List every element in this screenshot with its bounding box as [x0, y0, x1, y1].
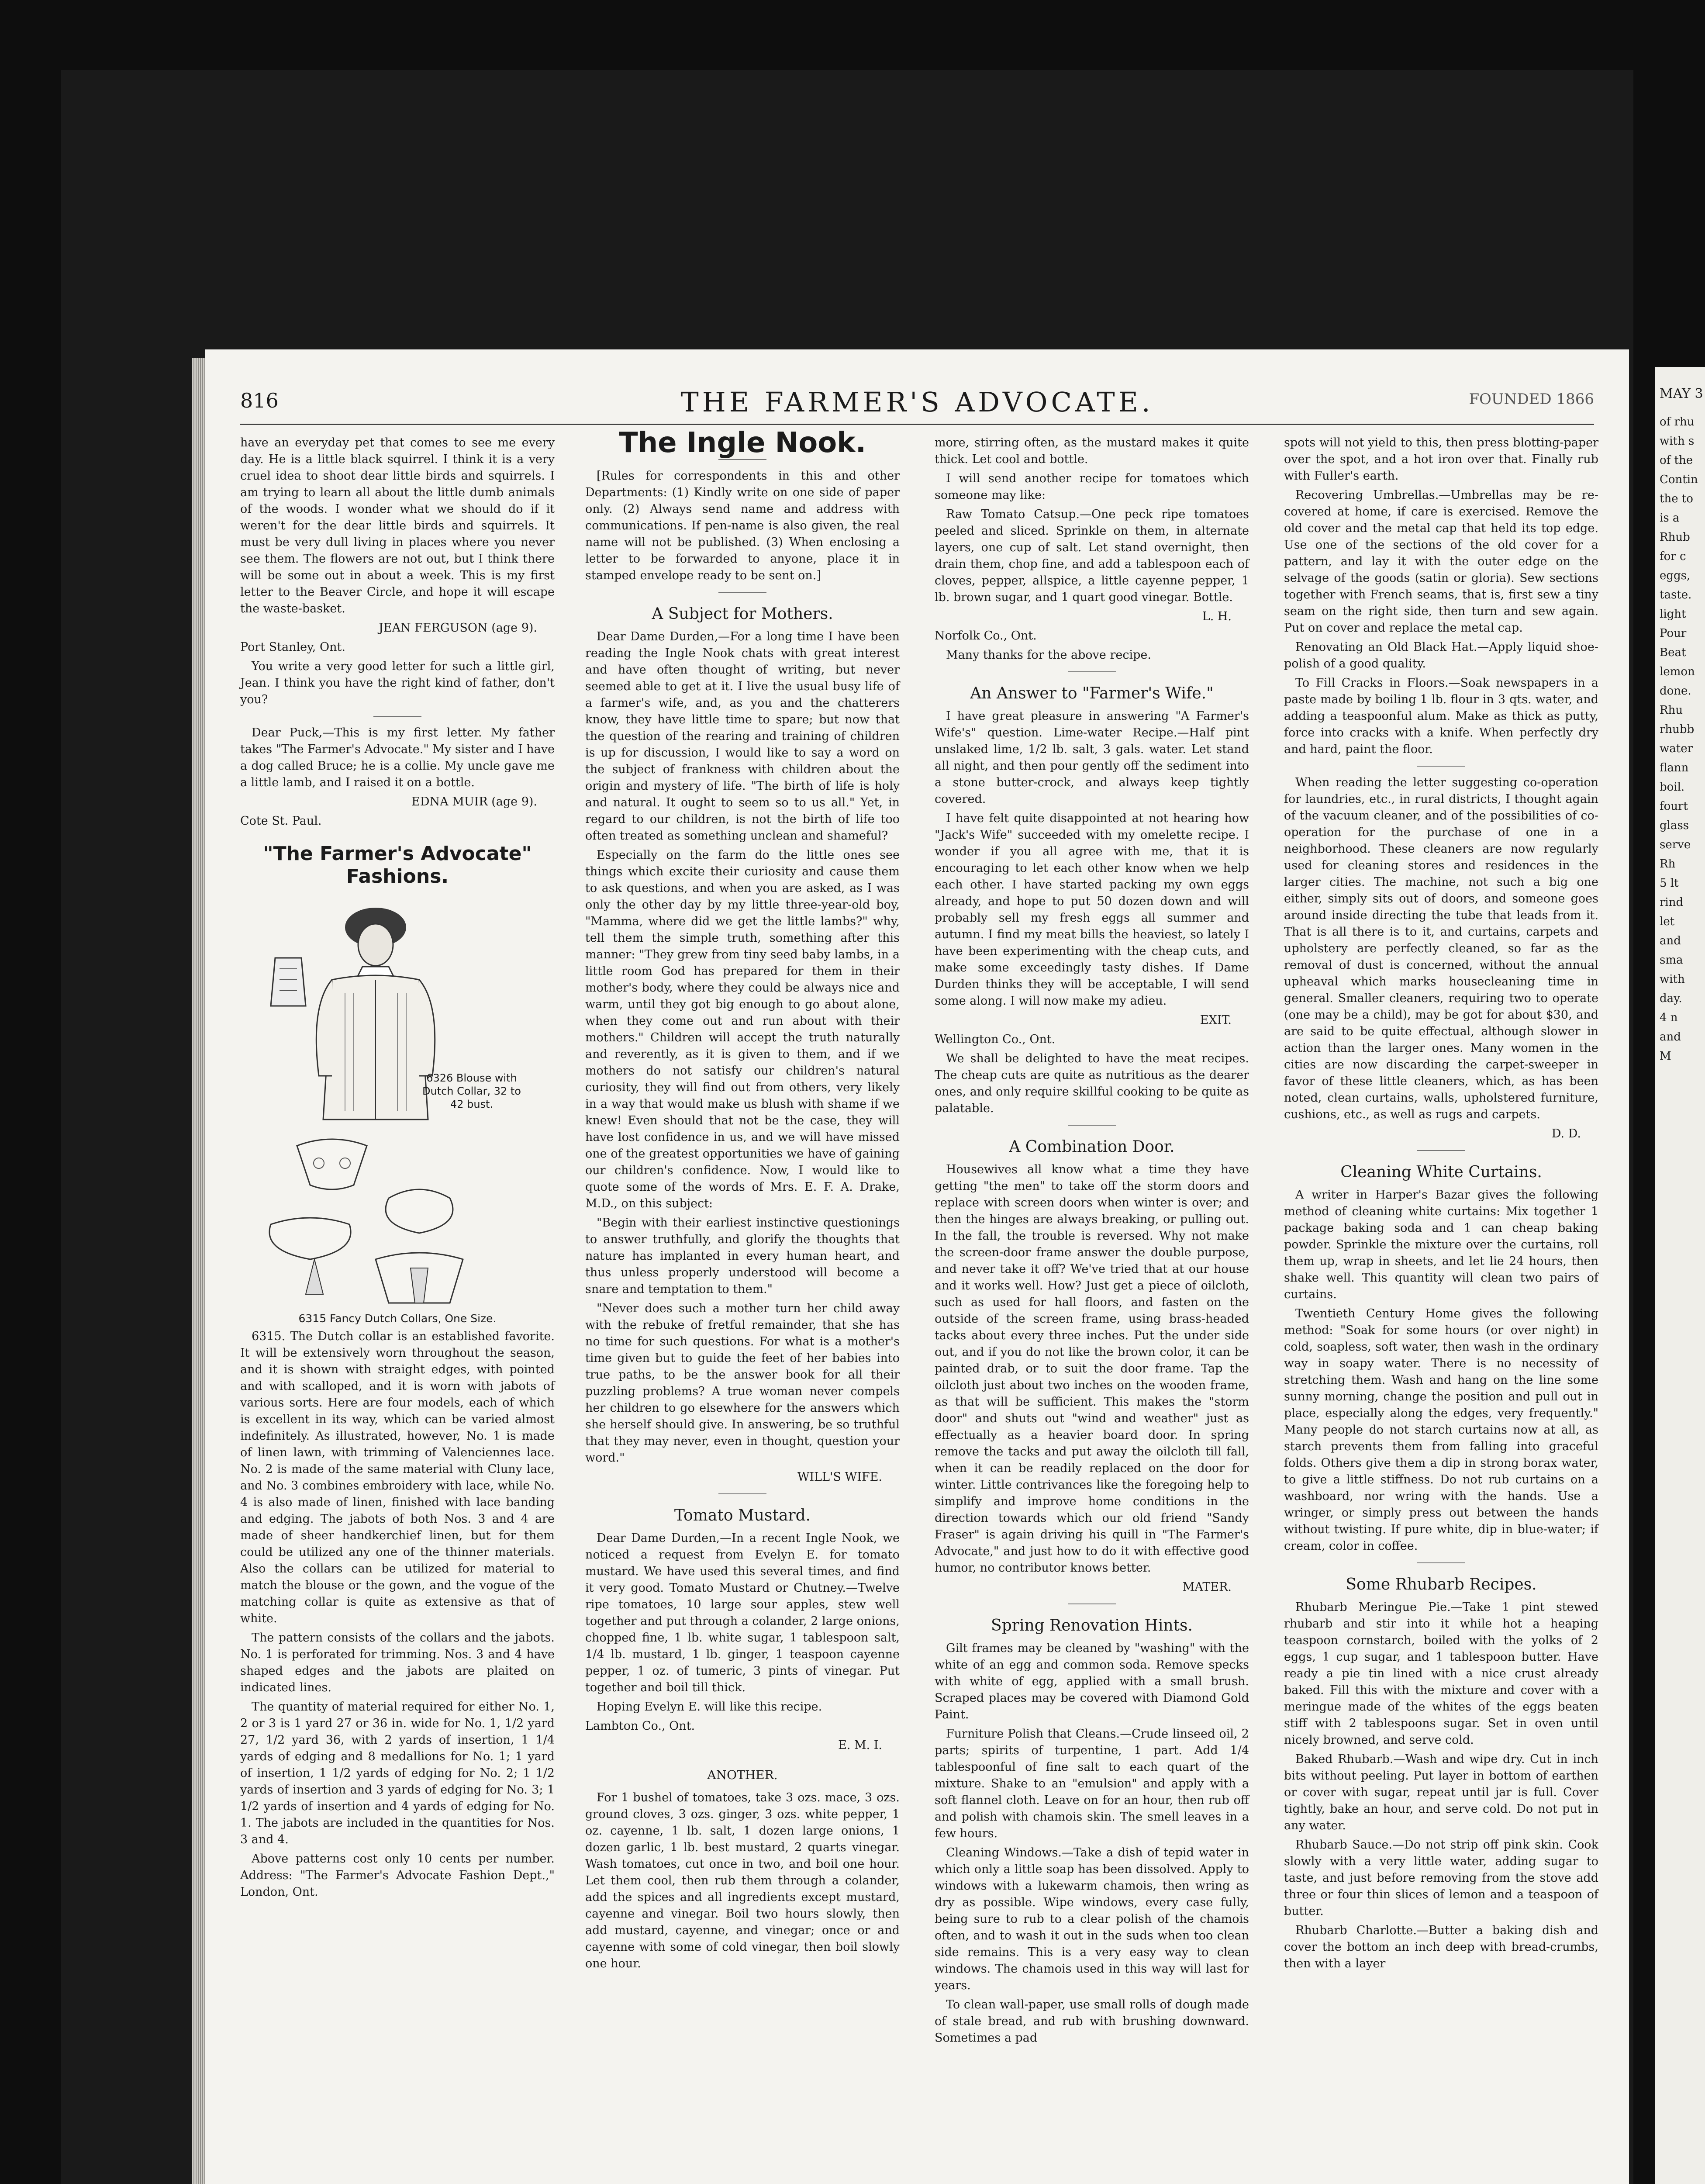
adjacent-page-line: boil.: [1660, 781, 1685, 794]
divider: [718, 592, 766, 593]
divider: [373, 716, 421, 717]
article-heading: A Subject for Mothers.: [652, 605, 833, 623]
article-heading: Cleaning White Curtains.: [1340, 1163, 1542, 1181]
recipe-text: Dear Dame Durden,—In a recent Ingle Nook, we noticed a request from Evelyn E. for tomato mustard. We have used this several times, and find it very good. Tomato Mustard or Chutney.—Twelve ripe tomatoes, 10 large sour apples, stew well together and put through a colander, 2 large onions, chopped fine, 1 lb. white sugar, 1 tablespoon salt, 1/4 lb. mustard, 1 lb. ginger, 1 teaspoon cayenne pepper, 1 oz. of tumeric, 3 pints of vinegar. Put together and boil till thick.: [585, 1531, 900, 1694]
editor-reply: You write a very good letter for such a little girl, Jean. I think you have the right kind of father, don't you?: [240, 660, 555, 706]
collars-caption: 6315 Fancy Dutch Collars, One Size.: [298, 1312, 497, 1325]
article-text: Especially on the farm do the little ones see things which excite their curiosity and cause them to ask questions, and when you are asked, as I was only the other day by my little three-year-old boy, "Mamma, where did we get the little lambs?" why, tell them the simple truth, something after this manner: "They grew from tiny seed baby lambs, in a little room God has prepared for them in their mother's body, where they could be always nice and warm, until they got big enough to go about alone, when they come out and run about with their mothers." Children will accept the truth naturally and reverently, as it is given to them, and if we mothers do not satisfy our children's natural curiosity, they will find out from others, very likely in a way that would make us blush with shame if we knew! Even should that not be the case, they will have lost confidence in us, and we will have missed one of the greatest opportunities we have of gaining our children's confidence. Now, I would like to quote some of the words of Mrs. E. F. A. Drake, M.D., on this subject:: [585, 848, 900, 1210]
article-text: To clean wall-paper, use small rolls of dough made of stale bread, and rub with brushing downward. Sometimes a pad: [935, 1998, 1249, 2045]
adjacent-page-line: and: [1660, 1030, 1681, 1044]
article-text: spots will not yield to this, then press blotting-paper over the spot, and a hot iron over that. Finally rub with Fuller's earth.: [1284, 436, 1598, 483]
adjacent-page-line: eggs,: [1660, 569, 1691, 582]
adjacent-page-line: light: [1660, 608, 1686, 621]
article-heading: Tomato Mustard.: [674, 1507, 811, 1524]
founded-note: FOUNDED 1866: [1469, 390, 1594, 408]
adjacent-page-line: rind: [1660, 896, 1684, 909]
article-text: Cleaning Windows.—Take a dish of tepid water in which only a little soap has been dissolved. Apply to windows with a lukewarm chamois, then wring as dry as possible. Wipe windows, every case fully, being sure to rub to a clear polish of the chamois often, and to wash it out in the suds when too clean side remains. This is a very easy way to clean windows. The chamois used in this way will last for years.: [935, 1846, 1249, 1992]
recipe-text: Raw Tomato Catsup.—One peck ripe tomatoes peeled and sliced. Sprinkle on them, in alternate layers, one cup of salt. Let stand overnight, then drain them, chop fine, and add a tablespoon each of cloves, pepper, allspice, a little cayenne pepper, 1 lb. brown sugar, and 1 quart good vinegar. Bottle.: [935, 508, 1249, 604]
article-text: Dear Dame Durden,—For a long time I have been reading the Ingle Nook chats with great interest and have often thought of writing, but never seemed able to get at it. I live the usual busy life of a farmer's wife, and, as you and the chatterers know, they have little time to spare; but now that the question of the rearing and training of children is up for discussion, I would like to say a word on the subject of frankness with children about the origin and mystery of life. "The birth of life is holy and natural. It ought to seem so to us all." Yet, in regard to our children, is not the birth of life too often treated as something unclean and shameful?: [585, 630, 900, 843]
adjacent-page-line: rhubb: [1660, 723, 1695, 736]
column-3: [935, 435, 1249, 2049]
adjacent-page-line: water: [1660, 742, 1693, 755]
recipe-text: Baked Rhubarb.—Wash and wipe dry. Cut in inch bits without peeling. Put layer in bottom of earthen or cover with sugar, repeat until jar is full. Cover tightly, bake an hour, and serve cold. Do not put in any water.: [1284, 1752, 1598, 1832]
recipe-text: Rhubarb Charlotte.—Butter a baking dish and cover the bottom an inch deep with bread-crumbs, then with a layer: [1284, 1924, 1598, 1970]
divider: [1068, 1125, 1116, 1126]
divider: [1417, 766, 1465, 767]
article-text: I have felt quite disappointed at not hearing how "Jack's Wife" succeeded with my omelette recipe. I wonder if you all agree with me, that it is encouraging to let each other know when we help each other. I have started packing my own eggs already, and hope to put 50 dozen down and will probably sell my fresh eggs all summer and autumn. I find my meat bills the heaviest, so lately I have been experimenting with the cheap cuts, and make some exceedingly tasty dishes. If Dame Durden thinks they will be acceptable, I will send some along. I will now make my adieu.: [935, 812, 1249, 1008]
letter-text: Dear Puck,—This is my first letter. My father takes "The Farmer's Advocate." My sister and I have a dog called Bruce; he is a collie. My uncle gave me a little lamb, and I raised it on a bottle.: [240, 726, 555, 789]
letter-place: Port Stanley, Ont.: [240, 640, 345, 654]
recipe-text: For 1 bushel of tomatoes, take 3 ozs. mace, 3 ozs. ground cloves, 3 ozs. ginger, 3 ozs. white pepper, 1 oz. cayenne, 1 lb. salt, 1 dozen large onions, 1 dozen garlic, 1 lb. best mustard, 2 quarts vinegar. Wash tomatoes, cut once in two, and boil one hour. Let them cool, then rub them through a colander, add the spices and all ingredients except mustard, cayenne and vinegar. Boil two hours slowly, then add mustard, cayenne, and vinegar; once or and cayenne with some of cold vinegar, then boil slowly one hour.: [585, 1791, 900, 1970]
adjacent-page-line: Pour: [1660, 627, 1687, 640]
pattern-description: The pattern consists of the collars and the jabots. No. 1 is perforated for trimming. Nos. 3 and 4 have shaped edges and the jabots are plaited on indicated lines.: [240, 1631, 555, 1694]
article-heading: Some Rhubarb Recipes.: [1346, 1576, 1537, 1593]
adjacent-page-line: Rhub: [1660, 531, 1690, 544]
adjacent-page-line: the to: [1660, 492, 1693, 505]
adjacent-page-line: for c: [1660, 550, 1686, 563]
adjacent-page-line: 5 lt: [1660, 877, 1679, 890]
article-text: To Fill Cracks in Floors.—Soak newspapers in a paste made by boiling 1 lb. flour in 3 qts. water, and adding a teaspoonful alum. Make as thick as putty, force into cracks with a knife. When perfectly dry and hard, paint the floor.: [1284, 676, 1598, 756]
adjacent-page-line: Contin: [1660, 473, 1698, 486]
divider: [1417, 1562, 1465, 1563]
article-text: Furniture Polish that Cleans.—Crude linseed oil, 2 parts; spirits of turpentine, 1 part. Add 1/4 tablespoonful of fine salt to each quart of the mixture. Shake to an "emulsion" and apply with a soft flannel cloth. Leave on for an hour, then rub off and polish with chamois skin. The smell leaves in a few hours.: [935, 1727, 1249, 1840]
letter-place: Lambton Co., Ont.: [585, 1719, 695, 1733]
adjacent-page-line: of the: [1660, 454, 1693, 467]
article-heading: Spring Renovation Hints.: [991, 1617, 1193, 1635]
article-heading: A Combination Door.: [1009, 1138, 1175, 1156]
header-rule: [240, 424, 1594, 425]
adjacent-page-line: serve: [1660, 838, 1691, 851]
pattern-price: Above patterns cost only 10 cents per number. Address: "The Farmer's Advocate Fashion Dept.," London, Ont.: [240, 1852, 555, 1899]
article-text: Housewives all know what a time they have getting "the men" to take off the storm doors and replace with screen doors when winter is over; and then the hinges are always breaking, or pulling out. In the fall, the trouble is reversed. Why not make the screen-door frame answer the double purpose, and never take it off? We've tried that at our house and it works well. How? Just get a piece of oilcloth, such as used for hall floors, and fasten on the outside of the screen frame, using brass-headed tacks about every three inches. Put the under side out, and if you do not like the brown color, it can be painted drab, or to suit the door frame. Tap the oilcloth just about two inches on the wooden frame, as that will be sufficient. This makes the "storm door" and shuts out "wind and weather" just as effectually as a heavier board door. In spring remove the tacks and put away the oilcloth till fall, when it can be readily replaced on the door for winter. Little contrivances like the foregoing help to simplify and improve home conditions in the direction towards which our old friend "Sandy Fraser" is again driving his quill in "The Farmer's Advocate," and just how to do it with effective good humor, no contributor knows better.: [935, 1163, 1249, 1575]
divider: [1417, 1150, 1465, 1151]
adjacent-page-line: taste.: [1660, 588, 1692, 601]
article-signature: E. M. I.: [838, 1738, 882, 1752]
recipe-text: Rhubarb Sauce.—Do not strip off pink skin. Cook slowly with a very little water, adding sugar to taste, and just before removing from the stove add three or four thin slices of lemon and a teaspoon of butter.: [1284, 1838, 1598, 1918]
article-signature: D. D.: [1551, 1127, 1581, 1140]
letter-signature: JEAN FERGUSON (age 9).: [379, 621, 537, 635]
column-4: [1284, 435, 1598, 1975]
adjacent-page-line: fourt: [1660, 800, 1688, 813]
adjacent-page-line: flann: [1660, 761, 1689, 774]
rules-notice: [Rules for correspondents in this and other Departments: (1) Kindly write on one side of paper only. (2) Always send name and address with communications. If pen-name is also given, the real name will not be published. (3) When enclosing a letter to be forwarded to anyone, place it in stamped envelope ready to be sent on.]: [585, 469, 900, 582]
editor-reply: We shall be delighted to have the meat recipes. The cheap cuts are quite as nutritious as the dearer ones, and only require skillful cooking to be quite as palatable.: [935, 1052, 1249, 1115]
adjacent-page-line: Beat: [1660, 646, 1686, 659]
article-signature: EXIT.: [1200, 1013, 1232, 1027]
adjacent-page-header: MAY 3: [1660, 386, 1703, 401]
adjacent-page-line: let: [1660, 915, 1675, 928]
adjacent-page-lines: [1655, 412, 1705, 1066]
adjacent-page-line: Rh: [1660, 857, 1676, 871]
article-text: "Never does such a mother turn her child away with the rebuke of fretful remainder, that she has no time for such questions. For what is a mother's time given but to guide the feet of her babies into true paths, to be the answer book for all their puzzling problems? A true woman never compels her children to go elsewhere for the answers which she herself should give. In answering, be so truthful that they may never, even in thought, question your word.": [585, 1302, 900, 1465]
letter-place: Wellington Co., Ont.: [935, 1033, 1056, 1046]
article-text: A writer in Harper's Bazar gives the following method of cleaning white curtains: Mix together 1 package baking soda and 1 can cheap baking powder. Sprinkle the mixture over the curtains, roll them up, wrap in sheets, and let lie 24 hours, then shake well. This quantity will clean two pairs of curtains.: [1284, 1188, 1598, 1301]
article-heading: An Answer to "Farmer's Wife.": [970, 684, 1214, 702]
article-text: Gilt frames may be cleaned by "washing" with the white of an egg and common soda. Remove specks with white of egg, applied with a small brush. Scraped places may be covered with Diamond Gold Paint.: [935, 1641, 1249, 1721]
adjacent-page-line: done.: [1660, 684, 1691, 698]
blouse-caption: 6326 Blouse with Dutch Collar, 32 to 42 bust.: [422, 1072, 521, 1110]
divider: [718, 1493, 766, 1494]
article-text: "Begin with their earliest instinctive questionings to answer truthfully, and glorify the thoughts that nature has implanted in every human heart, and thus unless properly understood will become a snare and temptation to them.": [585, 1216, 900, 1296]
adjacent-page-line: sma: [1660, 954, 1683, 967]
recipe-text: I will send another recipe for tomatoes which someone may like:: [935, 472, 1249, 502]
adjacent-page-line: with s: [1660, 435, 1695, 448]
adjacent-page-line: and: [1660, 934, 1681, 947]
letter-text: have an everyday pet that comes to see me every day. He is a little black squirrel. I think it is a very cruel idea to shoot dear little birds and squirrels. I am trying to learn all about the little dumb animals of the woods. I wonder what we should do if it weren't for the dear little birds and squirrels. It must be very dull living in places where you never see them. The flowers are not out, but I think there will be some out in about a week. This is my first letter to the Beaver Circle, and hope it will escape the waste-basket.: [240, 436, 555, 615]
fashions-heading: "The Farmer's Advocate" Fashions.: [263, 843, 532, 888]
adjacent-page-edge: [1655, 367, 1705, 2184]
adjacent-page-line: M: [1660, 1050, 1671, 1063]
pattern-description: 6315. The Dutch collar is an established favorite. It will be extensively worn throughout the season, and it is shown with straight edges, with pointed and with scalloped, and it is worn with jabots of various sorts. Here are four models, each of which is excellent in its way, which can be varied almost indefinitely. As illustrated, however, No. 1 is made of linen lawn, with trimming of Valenciennes lace. No. 2 is made of the same material with Cluny lace, and No. 3 combines embroidery with lace, while No. 4 is also made of linen, finished with lace banding and edging. The jabots of both Nos. 3 and 4 are made of sheer handkerchief linen, but for them could be utilized any one of the thinner materials. Also the collars can be utilized for material to match the blouse or the gown, and the vogue of the matching collar is quite as extensive as that of white.: [240, 1330, 555, 1625]
ingle-nook-heading: The Ingle Nook.: [618, 427, 866, 459]
letter-place: Norfolk Co., Ont.: [935, 629, 1037, 643]
article-text: Recovering Umbrellas.—Umbrellas may be re-covered at home, if care is exercised. Remove the old cover and the metal cap that held its top edge. Use one of the sections of the old cover for a pattern, and lay it with the outer edge on the selvage of the goods (satin or gloria). Sew sections together with French seams, that is, first sew a tiny seam on the right side, then turn and sew again. Put on cover and replace the metal cap.: [1284, 488, 1598, 635]
adjacent-page-line: Rhu: [1660, 704, 1683, 717]
letter-place: Cote St. Paul.: [240, 814, 322, 828]
article-signature: WILL'S WIFE.: [797, 1470, 882, 1484]
editor-reply: Many thanks for the above recipe.: [946, 648, 1151, 662]
adjacent-page-line: of rhu: [1660, 415, 1695, 429]
subheading: ANOTHER.: [707, 1768, 778, 1782]
newspaper-page: [205, 349, 1629, 2184]
recipe-text: more, stirring often, as the mustard makes it quite thick. Let cool and bottle.: [935, 436, 1249, 466]
blouse-illustration: [240, 892, 555, 1128]
divider: [718, 459, 766, 460]
recipe-text: Rhubarb Meringue Pie.—Take 1 pint stewed rhubarb and stir into it while hot a heaping teaspoon cornstarch, boiled with the yolks of 2 eggs, 1 cup sugar, and 1 tablespoon butter. Have ready a pie tin lined with a nice crust already baked. Fill this with the mixture and cover with a meringue made of the whites of the eggs beaten stiff with 2 tablespoons sugar. Set in oven until nicely browned, and serve cold.: [1284, 1600, 1598, 1747]
page-number: 816: [240, 389, 279, 412]
letter-signature: EDNA MUIR (age 9).: [411, 795, 537, 809]
adjacent-page-line: with: [1660, 973, 1685, 986]
masthead-title: THE FARMER'S ADVOCATE.: [680, 386, 1154, 418]
adjacent-page-line: glass: [1660, 819, 1689, 832]
pattern-quantity: The quantity of material required for either No. 1, 2 or 3 is 1 yard 27 or 36 in. wide for No. 1, 1/2 yard 27, 1/2 yard 36, with 2 yards of insertion, 1 1/4 yards of edging and 8 medallions for No. 1; 1 yard of insertion, 1 1/2 yards of edging for No. 2; 1 1/2 yards of insertion and 3 yards of edging for No. 3; 1 1/2 yards of insertion and 4 yards of edging for No. 1. The jabots are included in the quantities for Nos. 3 and 4.: [240, 1700, 555, 1846]
article-signature: L. H.: [1202, 610, 1232, 623]
article-text: Renovating an Old Black Hat.—Apply liquid shoe-polish of a good quality.: [1284, 640, 1598, 670]
article-text: I have great pleasure in answering "A Farmer's Wife's" question. Lime-water Recipe.—Half pint unslaked lime, 1/2 lb. salt, 3 gals. water. Let stand all night, and then pour gently off the sediment into a stone butter-crock, and always keep tightly covered.: [935, 709, 1249, 806]
divider: [1068, 1603, 1116, 1604]
article-text: Twentieth Century Home gives the following method: "Soak for some hours (or over night) in cold, soapless, soft water, then wash in the ordinary way in soapy water. There is no necessity of stretching them. Wash and hang on the line some sunny morning, change the position and pull out in place, especially along the edges, very frequently." Many people do not starch curtains now at all, as starch prevents them from falling into graceful folds. Others give them a dip in strong borax water, to give a little stiffness. Do not rub curtains on a washboard, nor wring with the hands. Use a wringer, or simply press out between the hands without twisting. If pure white, dip in blue-water; if cream, color in coffee.: [1284, 1307, 1598, 1553]
adjacent-page-line: day.: [1660, 992, 1682, 1005]
column-1: [240, 435, 555, 1903]
adjacent-page-line: lemon: [1660, 665, 1695, 678]
adjacent-page-line: 4 n: [1660, 1011, 1678, 1024]
article-signature: MATER.: [1182, 1580, 1232, 1594]
page-header: [240, 386, 1594, 419]
article-text: When reading the letter suggesting co-operation for laundries, etc., in rural districts, I thought again of the vacuum cleaner, and of the possibilities of co-operation for the purchase of one in a neighborhood. These cleaners are now regularly used for cleaning stores and residences in the larger cities. The machine, not such a big one either, simply sits out of doors, and someone goes around inside directing the tube that leads from it. That is all there is to it, and curtains, carpets and upholstery are perfectly cleaned, so far as the removal of dust is concerned, without the annual upheaval which marks housecleaning time in general. Smaller cleaners, requiring two to operate (one may be a child), may be got for about $30, and are said to be quite effectual, although slower in action than the larger ones. Many women in the cities are now discarding the carpet-sweeper in favor of these little cleaners, which, as has been noted, clean curtains, walls, upholstered furniture, cushions, etc., as well as rugs and carpets.: [1284, 776, 1598, 1121]
recipe-text: Hoping Evelyn E. will like this recipe.: [597, 1700, 822, 1714]
adjacent-page-line: is a: [1660, 511, 1680, 525]
dutch-collars-image: [245, 1128, 550, 1312]
column-2: [585, 427, 900, 1975]
divider: [1068, 671, 1116, 672]
